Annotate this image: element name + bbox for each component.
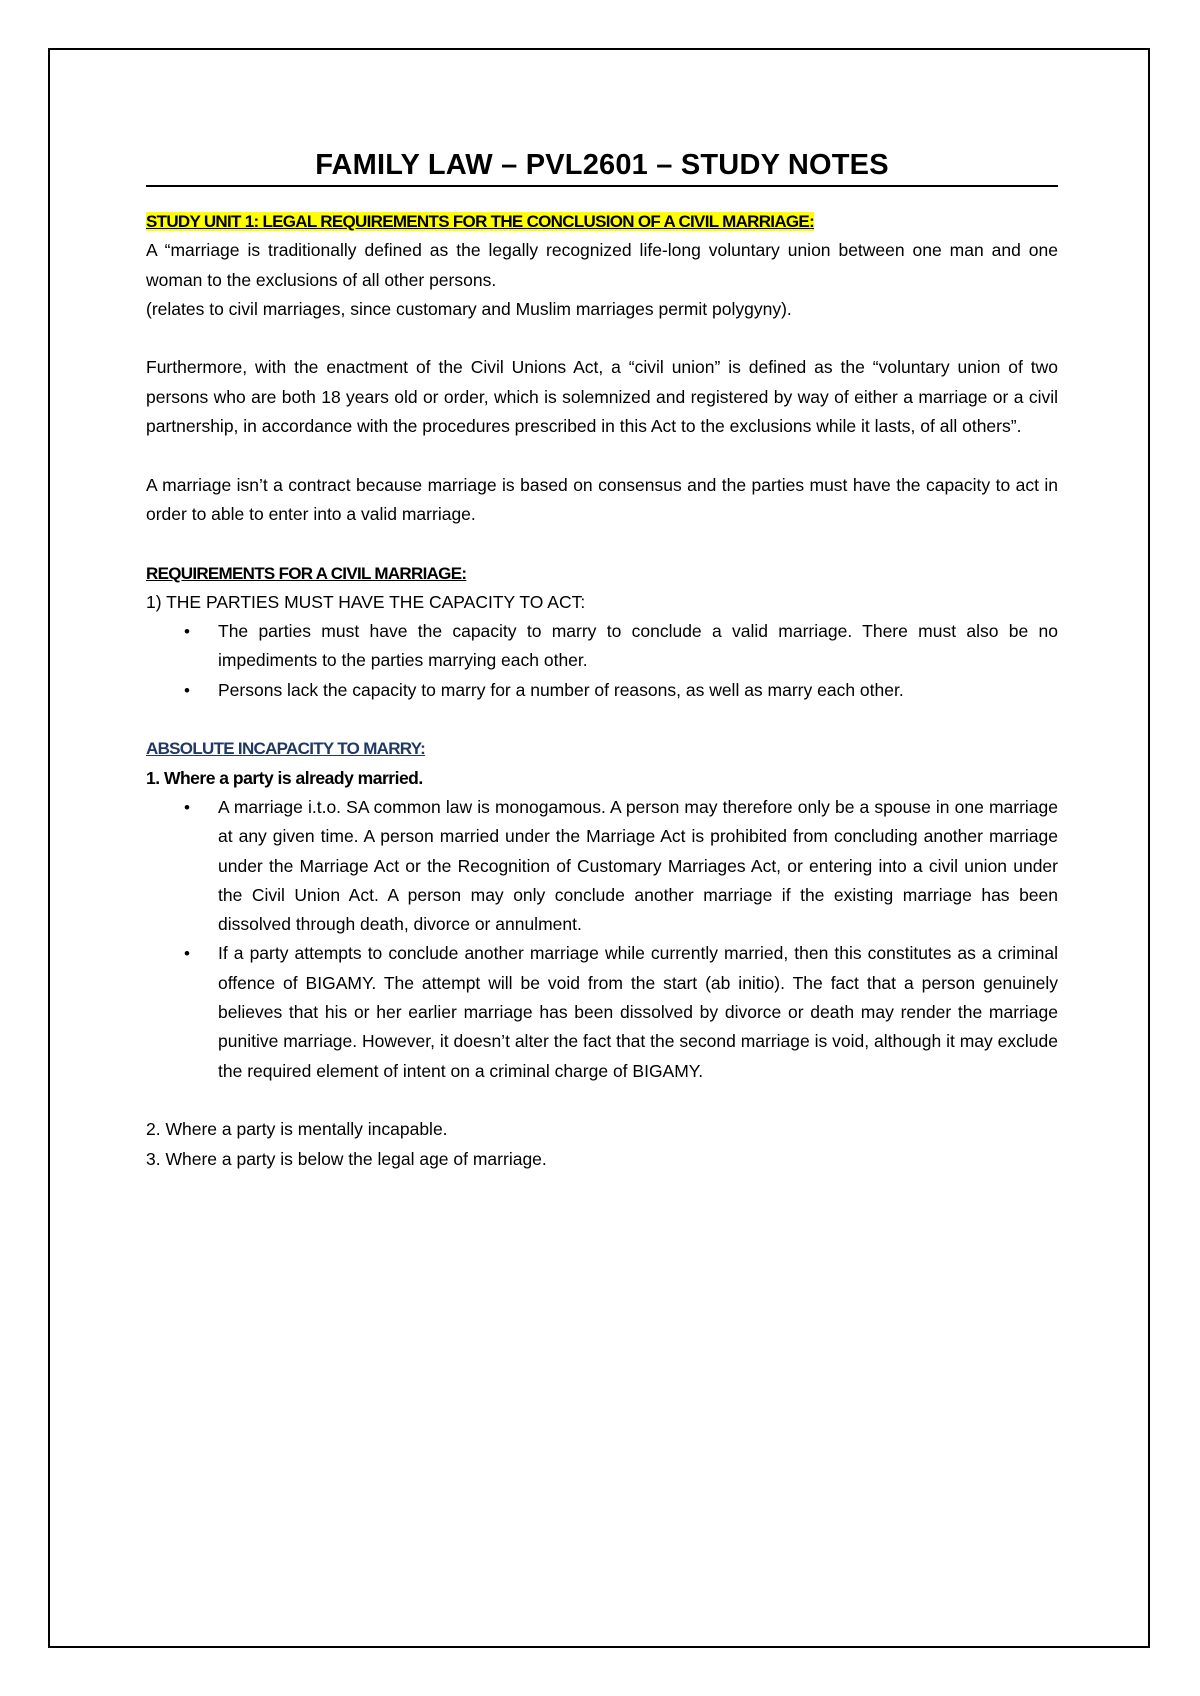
bullet-icon: • [184,680,190,700]
study-unit-heading-text: STUDY UNIT 1: LEGAL REQUIREMENTS FOR THE CONCLUSION OF A CIVIL MARRIAGE: [146,212,815,231]
intro-paragraph-1: A “marriage is traditionally defined as the legally recognized life-long voluntary union between one man and one woman to the exclusions of all other persons. [146,240,1058,290]
absolute-incapacity-heading: ABSOLUTE INCAPACITY TO MARRY: [146,739,426,759]
spacer [146,441,1058,470]
bullet-icon: • [184,797,190,817]
list-item-text: If a party attempts to conclude another marriage while currently married, then this constitutes as a criminal offence of BIGAMY. The attempt will be void from the start (ab initio). The fact that a person genuinely believes that his or her earlier marriage has been dissolved by divorce or death may render the marriage punitive marriage. However, it doesn’t alter the fact that the second marriage is void, although it may exclude the required element of intent on a criminal charge of BIGAMY. [218,943,1058,1081]
requirements-bullet-list [146,617,1058,705]
list-item [146,939,1058,1085]
absolute-sub-2: 2. Where a party is mentally incapable. [146,1119,448,1140]
list-item-text: The parties must have the capacity to marry to conclude a valid marriage. There must also be no impediments to the parties marrying each other. [218,621,1058,671]
absolute-sub-1: 1. Where a party is already married. [146,767,423,788]
absolute-bullet-list [146,793,1058,1086]
list-item [146,617,1058,676]
spacer [146,324,1058,353]
spacer [146,705,1058,734]
absolute-sub-3: 3. Where a party is below the legal age of marriage. [146,1148,547,1169]
list-item [146,793,1058,939]
intro-paragraph-2: Furthermore, with the enactment of the Civil Unions Act, a “civil union” is defined as the “voluntary union of two persons who are both 18 years old or order, which is solemnized and registered by way of either a marriage or a civil partnership, in accordance with the procedures prescribed in this Act to the exclusions while it lasts, of all others”. [146,357,1058,437]
spacer [146,1086,1058,1115]
study-unit-heading [146,207,1058,236]
requirement-item-1: 1) THE PARTIES MUST HAVE THE CAPACITY TO ACT: [146,591,586,612]
list-item-text: A marriage i.t.o. SA common law is monogamous. A person may therefore only be a spouse in one marriage at any given time. A person married under the Marriage Act is prohibited from concluding another marriage under the Marriage Act or the Recognition of Customary Marriages Act, or entering into a civil union under the Civil Union Act. A person may only conclude another marriage if the existing marriage has been dissolved through death, divorce or annulment. [218,796,1058,935]
bullet-icon: • [184,622,190,642]
intro-paragraph-1-note: (relates to civil marriages, since customary and Muslim marriages permit polygyny). [146,298,792,319]
list-item [146,676,1058,705]
list-item-text: Persons lack the capacity to marry for a number of reasons, as well as marry each other. [218,679,904,700]
spacer [146,529,1058,558]
intro-paragraph-3: A marriage isn’t a contract because marriage is based on consensus and the parties must have the capacity to act in order to able to enter into a valid marriage. [146,474,1058,524]
document-title: FAMILY LAW – PVL2601 – STUDY NOTES [146,146,1058,187]
requirements-heading: REQUIREMENTS FOR A CIVIL MARRIAGE: [146,563,467,583]
bullet-icon: • [184,944,190,964]
document-content [146,146,1058,1174]
